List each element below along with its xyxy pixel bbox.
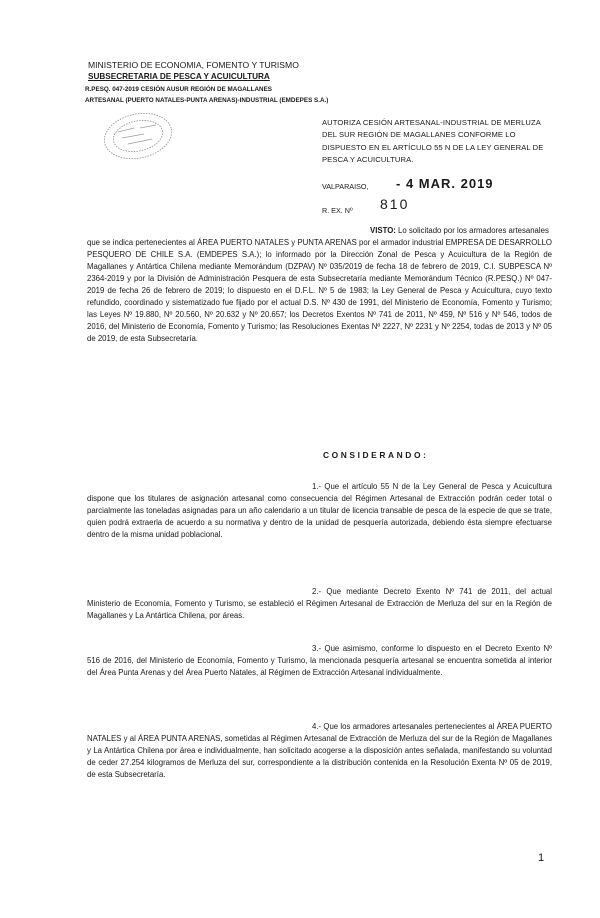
visto-first-text: Lo solicitado por los armadores artesanales [398,226,549,235]
resolution-number: 810 [380,196,410,212]
subsecretary-name: SUBSECRETARIA DE PESCA Y ACUICULTURA [88,72,270,81]
visto-paragraph [87,225,552,345]
ministry-name: MINISTERIO DE ECONOMIA, FOMENTO Y TURISMO [88,60,299,70]
considerando-3-body: Decreto Exento Nº 516 de 2016, del Ministerio de Economía, Fomento y Turismo, la mencionada pesquería artesanal se encuentra sometida al interior del Área Punta Arenas y del Área Puerto Natales, al Régimen de Extracción Artesanal individualmente. [87,644,552,677]
considerando-2-lead: 2.- Que mediante Decreto Exento Nº 741 de 2011, [312,587,511,596]
reference-line-1: R.PESQ. 047-2019 CESIÓN AUSUR REGIÓN DE MAGALLANES [85,86,272,93]
considerando-2 [87,586,552,622]
page-number: 1 [538,852,545,864]
visto-first-line [87,225,552,237]
place-label: VALPARAISO, [322,182,369,191]
visto-body: que se indica pertenecientes al ÁREA PUERTO NATALES y PUNTA ARENAS por el armador industrial EMPRESA DE DESARROLLO PESQUERO DE CHILE S.A. (EMDEPES S.A.); lo informado por la Dirección Zonal de Pesca y Acuicultura de la Región de Magallanes y Antártica Chilena mediante Memorándum (DZPAV) Nº 035/2019 de fecha 18 de febrero de 2019, C.I. SUBPESCA Nº 2364-2019 y por la División de Administración Pesquera de esta Subsecretaría mediante Memorándum Técnico (R.PESQ.) Nº 047-2019 de fecha 26 de febrero de 2019; lo dispuesto en el D.F.L. Nº 5 de 1983; la Ley General de Pesca y Acuicultura, cuyo texto refundido, coordinado y sistematizado fue fijado por el actual D.S. Nº 430 de 1991, del Ministerio de Economía, Fomento y Turismo; las Leyes Nº 19.880, Nº 20.560, Nº 20.632 y Nº 20.657; los Decretos Exentos Nº 741 de 2011, Nº 459, Nº 516 y Nº 546, todos de 2016, del Ministerio de Economía, Fomento y Turismo; las Resoluciones Exentas Nº 2227, Nº 2231 y Nº 2254, todas de 2013 y Nº 05 de 2019, de esta Subsecretaría. [87,238,552,343]
considerando-heading: CONSIDERANDO: [323,450,429,460]
considerando-1-lead: 1.- Que el artículo 55 N de la Ley General de Pesca [312,482,504,491]
considerando-1-body: y Acuicultura dispone que los titulares de asignación artesanal como consecuencia del Régimen Artesanal de Extracción podrán ceder total o parcialmente las toneladas asignadas para un año calendario a un titular de licencia transable de pesca de la especie de que se trate, quien podrá extraerla de acuerdo a su normativa y dentro de la unidad de pesquería autorizada, debiendo ésta siempre efectuarse dentro de la misma unidad poblacional. [87,482,552,539]
reference-line-2: ARTESANAL (PUERTO NATALES-PUNTA ARENAS)-INDUSTRIAL (EMDEPES S.A.) [85,97,329,104]
resolution-number-label: R. EX. Nº [322,206,353,215]
official-stamp-icon [98,108,178,164]
considerando-3 [87,643,552,679]
considerando-4-body: al ÁREA PUERTO NATALES y al ÁREA PUNTA ARENAS, sometidas al Régimen Artesanal de Extracción de Merluza del sur de la Región de Magallanes y La Antártica Chilena por área e individualmente, han solicitado acogerse a la disposición antes señalada, manifestando su voluntad de ceder 27.254 kilogramos de Merluza del sur, correspondiente a la distribución contenida en la Resolución Exenta Nº 05 de 2019, de esta Subsecretaría. [87,722,553,779]
considerando-3-lead: 3.- Que asimismo, conforme lo dispuesto en el [312,644,482,653]
resolution-subject: AUTORIZA CESIÓN ARTESANAL-INDUSTRIAL DE MERLUZA DEL SUR REGIÓN DE MAGALLANES CONFORME LO DISPUESTO EN EL ARTÍCULO 55 N DE LA LEY GENERAL DE PESCA Y ACUICULTURA. [322,118,544,164]
considerando-2-body: del actual Ministerio de Economía, Fomento y Turismo, se estableció el Régimen Artesanal de Extracción de Merluza del sur en la Región de Magallanes y La Antártica Chilena, por áreas. [87,587,552,620]
date-stamp: - 4 MAR. 2019 [396,176,494,191]
visto-label: VISTO: [370,226,396,235]
considerando-4-lead: 4.- Que los armadores artesanales pertenecientes [312,722,487,731]
considerando-4 [87,721,552,781]
considerando-1 [87,481,552,541]
